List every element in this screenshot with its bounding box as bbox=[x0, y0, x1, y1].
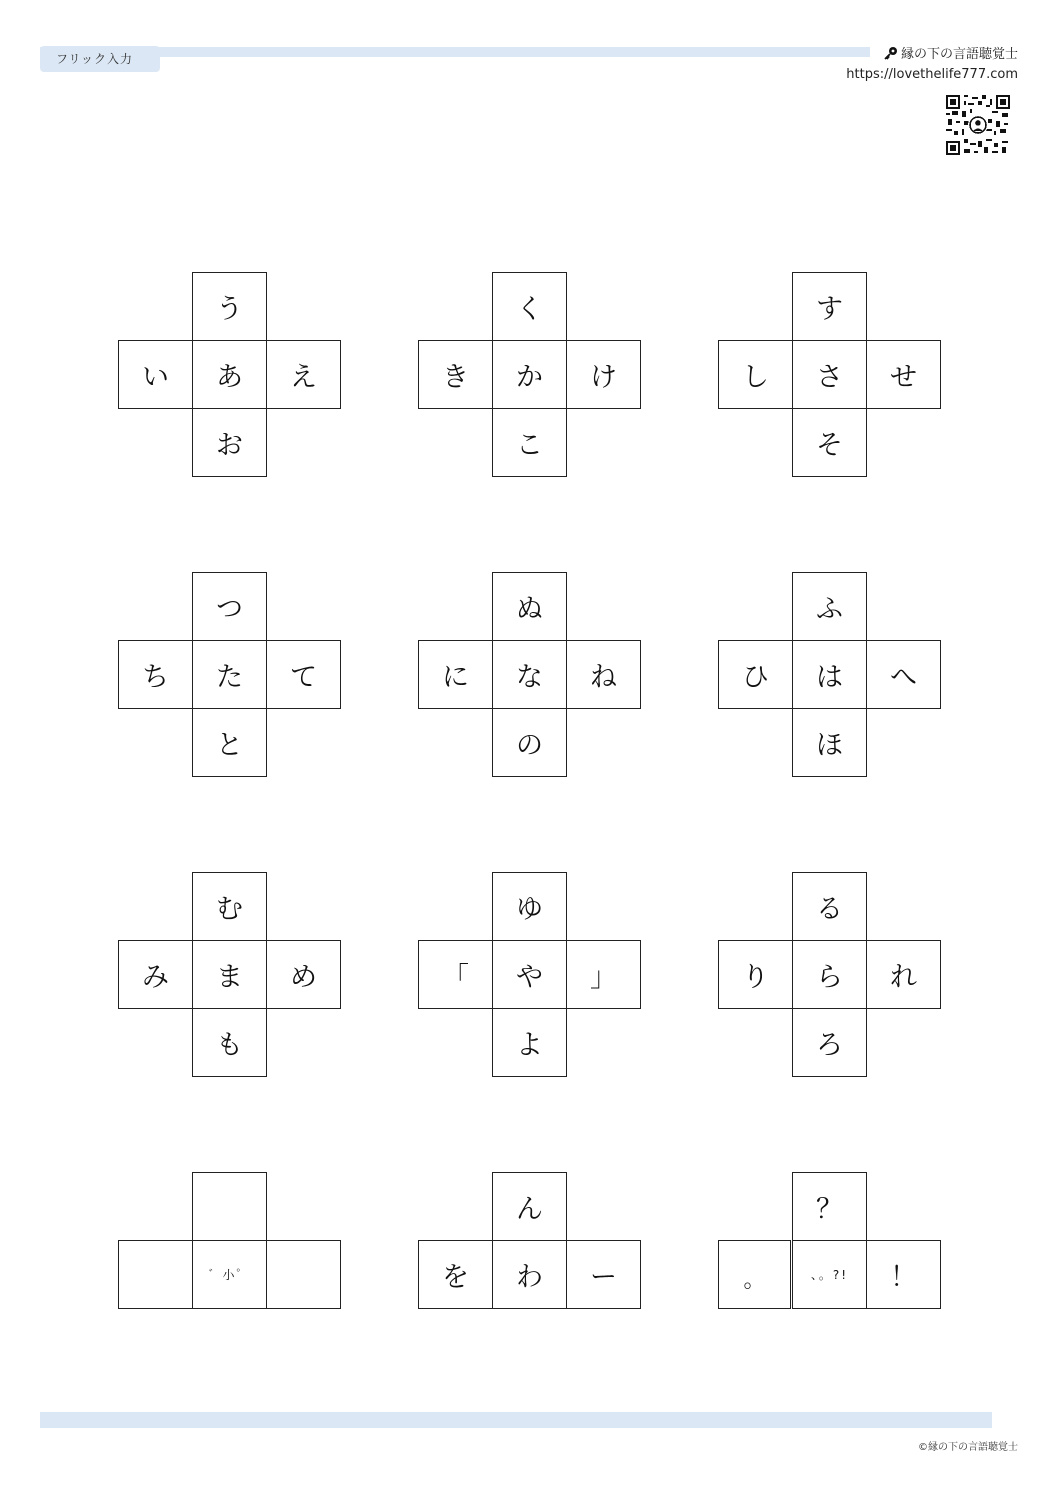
kana-cell-left: ち bbox=[118, 640, 193, 709]
flick-key-ya bbox=[418, 872, 643, 1079]
brand-name: 縁の下の言語聴覚士 bbox=[900, 47, 1018, 62]
flick-key-ha bbox=[718, 572, 943, 779]
kana-cell-right: え bbox=[266, 340, 341, 409]
kana-cell-bottom: ろ bbox=[792, 1008, 867, 1077]
kana-cell-right bbox=[266, 1240, 341, 1309]
kana-cell-bottom: お bbox=[192, 408, 267, 477]
kana-cell-left: を bbox=[418, 1240, 493, 1309]
kana-cell-top: む bbox=[192, 872, 267, 941]
kana-cell-top: つ bbox=[192, 572, 267, 641]
qr-code-icon bbox=[946, 95, 1010, 155]
flick-key-sa bbox=[718, 272, 943, 479]
flick-key-a bbox=[118, 272, 343, 479]
flick-key-ma bbox=[118, 872, 343, 1079]
kana-cell-top bbox=[192, 1172, 267, 1241]
kana-cell-right: 」 bbox=[566, 940, 641, 1009]
kana-cell-right: へ bbox=[866, 640, 941, 709]
kana-cell-center: あ bbox=[192, 340, 267, 409]
kana-cell-top: ゆ bbox=[492, 872, 567, 941]
kana-cell-right: け bbox=[566, 340, 641, 409]
kana-cell-top: ぬ bbox=[492, 572, 567, 641]
flick-key-ta bbox=[118, 572, 343, 779]
kana-cell-left: い bbox=[118, 340, 193, 409]
kana-cell-bottom: こ bbox=[492, 408, 567, 477]
kana-cell-bottom: と bbox=[192, 708, 267, 777]
kana-cell-right: ね bbox=[566, 640, 641, 709]
kana-cell-top: す bbox=[792, 272, 867, 341]
brand bbox=[884, 43, 1018, 62]
kana-cell-left: に bbox=[418, 640, 493, 709]
flick-key-punctuation bbox=[718, 1172, 943, 1379]
kana-cell-center: さ bbox=[792, 340, 867, 409]
kana-cell-center: 、。?! bbox=[792, 1240, 867, 1309]
kana-cell-right: ！ bbox=[866, 1240, 941, 1309]
key-icon bbox=[884, 46, 898, 60]
kana-cell-left: き bbox=[418, 340, 493, 409]
kana-cell-center: ま bbox=[192, 940, 267, 1009]
kana-cell-center: わ bbox=[492, 1240, 567, 1309]
kana-cell-left: り bbox=[718, 940, 793, 1009]
kana-cell-right: て bbox=[266, 640, 341, 709]
kana-cell-center: は bbox=[792, 640, 867, 709]
kana-cell-center: な bbox=[492, 640, 567, 709]
kana-cell-left: 。 bbox=[718, 1240, 791, 1309]
kana-cell-center: や bbox=[492, 940, 567, 1009]
kana-cell-left: 「 bbox=[418, 940, 493, 1009]
kana-cell-top: ん bbox=[492, 1172, 567, 1241]
flick-key-modifier bbox=[118, 1172, 343, 1379]
kana-cell-left: し bbox=[718, 340, 793, 409]
header-label: フリック入力 bbox=[56, 52, 134, 66]
kana-cell-right: れ bbox=[866, 940, 941, 1009]
kana-cell-top: ？ bbox=[792, 1172, 867, 1241]
kana-cell-bottom: ほ bbox=[792, 708, 867, 777]
kana-cell-center: ゛小゜ bbox=[192, 1240, 267, 1309]
kana-cell-top: る bbox=[792, 872, 867, 941]
flick-key-ra bbox=[718, 872, 943, 1079]
header-bar bbox=[40, 47, 870, 57]
kana-cell-center: か bbox=[492, 340, 567, 409]
kana-cell-center: ら bbox=[792, 940, 867, 1009]
kana-cell-right: ー bbox=[566, 1240, 641, 1309]
kana-cell-left: み bbox=[118, 940, 193, 1009]
kana-cell-center: た bbox=[192, 640, 267, 709]
kana-cell-top: く bbox=[492, 272, 567, 341]
kana-cell-top: ふ bbox=[792, 572, 867, 641]
kana-cell-top: う bbox=[192, 272, 267, 341]
kana-cell-bottom: も bbox=[192, 1008, 267, 1077]
copyright: ©縁の下の言語聴覚士 bbox=[918, 1442, 1018, 1453]
flick-key-na bbox=[418, 572, 643, 779]
flick-key-ka bbox=[418, 272, 643, 479]
footer-bar bbox=[40, 1412, 992, 1428]
kana-cell-right: せ bbox=[866, 340, 941, 409]
kana-cell-right: め bbox=[266, 940, 341, 1009]
kana-cell-bottom: よ bbox=[492, 1008, 567, 1077]
kana-cell-left: ひ bbox=[718, 640, 793, 709]
kana-cell-bottom: の bbox=[492, 708, 567, 777]
kana-cell-left bbox=[118, 1240, 193, 1309]
flick-key-wa bbox=[418, 1172, 643, 1379]
kana-cell-bottom: そ bbox=[792, 408, 867, 477]
site-url[interactable]: https://lovethelife777.com bbox=[846, 67, 1018, 82]
